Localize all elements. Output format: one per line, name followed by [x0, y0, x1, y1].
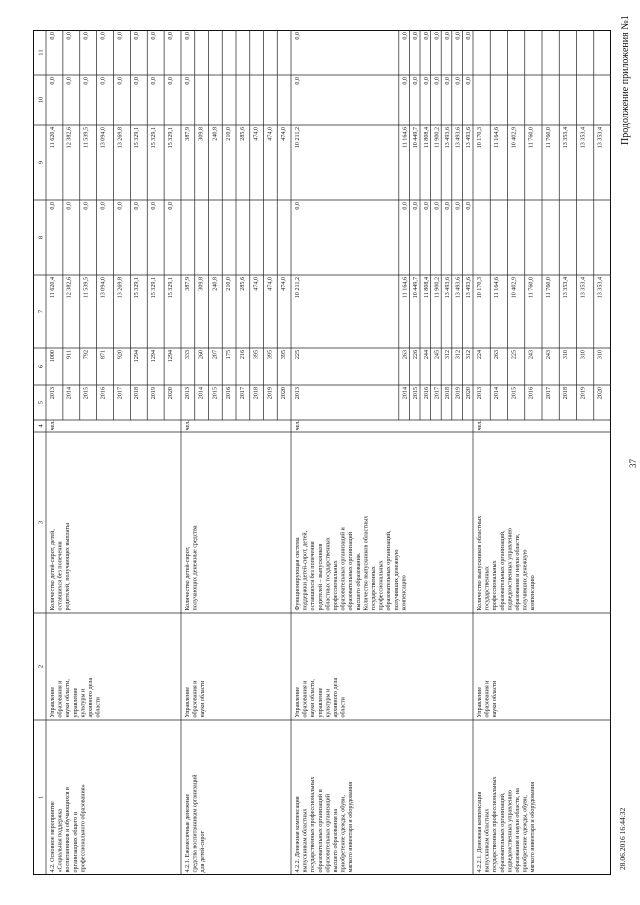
activity-name-line: приобретение одежды, обуви, — [340, 795, 347, 873]
table-cell: 474,0 — [281, 127, 288, 141]
table-cell: 15 329,1 — [167, 277, 174, 299]
unit-label: чел. — [185, 420, 191, 431]
activity-name-line: профессионального образования» — [80, 784, 87, 873]
responsible-line: образования и — [302, 680, 309, 718]
table-cell: 0,0 — [455, 77, 462, 85]
table-cell: 2017 — [434, 387, 441, 400]
column-header: 11 — [37, 49, 45, 56]
table-cell: 0,0 — [117, 77, 124, 85]
table-cell: 226 — [413, 350, 420, 360]
table-cell: 12 382,6 — [66, 127, 73, 149]
activity-name-line: 4.2. Основное мероприятие — [50, 801, 56, 873]
table-cell: 10 170,3 — [476, 277, 483, 299]
activity-name-line: образовательных организаций и — [317, 789, 324, 873]
table-cell: 2018 — [563, 387, 570, 400]
table-cell: 15 329,1 — [134, 277, 141, 299]
table-cell: 225 — [294, 350, 301, 360]
responsible-line: науки области — [200, 680, 207, 718]
activity-name-line: образовательных организаций, — [499, 792, 506, 873]
activity-name-line: 4.2.2.1. Денежная компенсация — [477, 791, 483, 873]
table-cell: 2018 — [134, 387, 141, 400]
responsible-line: Управление — [50, 686, 56, 718]
table-cell: 11 164,6 — [494, 127, 501, 149]
table-cell: 2013 — [184, 387, 191, 400]
table-cell: 0,0 — [445, 202, 451, 210]
indicator-line: профессиональных — [333, 560, 339, 611]
print-timestamp: 28.06.2016 16:44:32 — [618, 807, 627, 870]
table-cell: 15 329,1 — [151, 277, 158, 299]
table-cell: 11 164,6 — [402, 127, 409, 149]
indicator-line: подведомственных управлению — [507, 528, 514, 611]
table-cell: 0,0 — [49, 32, 56, 40]
table-cell: 0,0 — [151, 202, 158, 210]
table-cell: 395 — [267, 350, 274, 360]
table-cell: 2016 — [423, 387, 430, 400]
table-cell: 13 493,6 — [445, 277, 451, 299]
responsible-line: культуры и — [80, 688, 87, 718]
table-cell: 11 539,5 — [83, 127, 90, 149]
table-cell: 0,0 — [466, 77, 473, 85]
table-cell: 0,0 — [413, 202, 420, 210]
indicator-line: образовательных организаций, — [499, 530, 506, 611]
activity-name-line: выпускникам областных — [484, 808, 491, 873]
table-cell: 11 808,4 — [423, 127, 430, 149]
table-cell: 2015 — [511, 387, 518, 400]
table-cell: 0,0 — [434, 202, 441, 210]
table-cell: 333 — [184, 350, 191, 360]
indicator-line: родителей, получающих выплаты — [65, 523, 72, 611]
table-cell: 0,0 — [83, 77, 90, 85]
indicator-line: получивших денежную — [393, 549, 400, 611]
responsible-line: Управление — [295, 686, 301, 718]
table-cell: 263 — [494, 350, 501, 360]
activity-name-line: высшего образования на — [333, 808, 339, 873]
table-cell: 2015 — [83, 387, 90, 400]
table-cell: 2020 — [167, 387, 174, 400]
table-cell: 240,8 — [212, 127, 219, 141]
activity-name-line: подведомственных управлению — [507, 790, 514, 873]
table-cell: 11 620,4 — [49, 127, 56, 149]
indicator-line: образовательных организаций и — [340, 527, 347, 611]
responsible-line: области — [340, 697, 347, 718]
table-cell: 243 — [545, 350, 552, 360]
table-cell: 2017 — [545, 387, 552, 400]
table-cell: 0,0 — [402, 202, 409, 210]
activity-name-line: «Социальная поддержка — [57, 809, 64, 873]
responsible-line: науки области, — [310, 679, 317, 718]
table-cell: 0,0 — [49, 77, 56, 85]
table-cell: 312 — [455, 350, 462, 360]
table-cell: 13 353,4 — [597, 127, 604, 149]
table-cell: 0,0 — [434, 77, 441, 85]
responsible-line: культуры и — [325, 688, 332, 718]
table-cell: 2016 — [528, 387, 535, 400]
activity-name-line: мягкого инвентаря и оборудования — [348, 781, 355, 873]
table-cell: 0,0 — [455, 32, 462, 40]
table-cell: 175 — [226, 350, 233, 360]
table-cell: 11 808,4 — [423, 277, 430, 299]
table-cell: 12 382,6 — [66, 277, 73, 299]
table-cell: 309,8 — [198, 127, 205, 141]
table-cell: 309,8 — [198, 277, 205, 291]
table-cell: 13 493,6 — [445, 127, 451, 149]
table-cell: 0,0 — [83, 32, 90, 40]
table-cell: 13 353,4 — [580, 277, 587, 299]
column-header: 7 — [37, 309, 45, 314]
column-header: 3 — [37, 520, 45, 525]
table-cell: 11 900,2 — [434, 277, 441, 299]
table-cell: 0,0 — [184, 32, 191, 40]
responsible-line: архивного дела — [88, 677, 94, 718]
table-cell: 0,0 — [100, 32, 107, 40]
table-cell: 0,0 — [445, 77, 451, 85]
unit-label: чел. — [295, 420, 301, 431]
indicator-line: компенсацию — [401, 575, 408, 611]
table-cell: 0,0 — [117, 32, 124, 40]
table-cell: 285,6 — [239, 127, 246, 141]
indicator-line: получающих денежные средства — [192, 525, 199, 611]
table-cell: 15 329,1 — [151, 127, 158, 149]
indicator-line: поддержки детей-сирот, детей, — [302, 530, 309, 611]
column-header: 6 — [37, 364, 45, 369]
table-cell: 2014 — [198, 387, 205, 400]
table-cell: 13 353,4 — [563, 277, 570, 299]
responsible-line: науки области — [492, 680, 499, 718]
table-cell: 0,0 — [66, 202, 73, 210]
column-header: 8 — [37, 235, 45, 240]
table-cell: 2019 — [151, 387, 158, 400]
table-cell: 1294 — [134, 350, 141, 363]
table-border — [34, 31, 611, 875]
table-cell: 2018 — [445, 387, 451, 400]
indicator-line: Количество выпускников областных — [477, 515, 483, 611]
indicator-line: Функционирующая система — [295, 537, 301, 611]
responsible-line: науки области, — [65, 679, 72, 718]
table-cell: 312 — [445, 350, 451, 360]
unit-label: чел. — [50, 420, 56, 431]
table-cell: 387,9 — [184, 127, 191, 141]
table-cell: 474,0 — [253, 277, 260, 291]
table-cell: 474,0 — [281, 277, 288, 291]
table-cell: 2016 — [226, 387, 233, 400]
table-cell: 2020 — [466, 387, 473, 400]
activity-name-line: выпускникам областных — [302, 808, 309, 873]
table-cell: 474,0 — [253, 127, 260, 141]
table-cell: 1294 — [151, 350, 158, 363]
table-cell: 2019 — [455, 387, 462, 400]
table-cell: 2019 — [580, 387, 587, 400]
table-cell: 2020 — [281, 387, 288, 400]
table-cell: 2019 — [267, 387, 274, 400]
activity-name-line: образовательных организаций — [325, 794, 332, 873]
table-cell: 395 — [253, 350, 260, 360]
column-header: 2 — [37, 664, 45, 669]
table-cell: 474,0 — [267, 277, 274, 291]
table-cell: 13 493,6 — [466, 127, 473, 149]
table-cell: 871 — [100, 350, 107, 360]
table-cell: 13 094,0 — [100, 277, 107, 299]
activity-name-line: воспитанников и обучающихся в — [65, 787, 72, 873]
indicator-line: Количество детей-сирот, детей, — [50, 529, 56, 611]
column-header: 4 — [37, 424, 45, 428]
table-cell: 474,0 — [267, 127, 274, 141]
indicator-line: Количество детей-сирот, — [185, 546, 191, 611]
table-cell: 2018 — [253, 387, 260, 400]
table-cell: 2013 — [294, 387, 301, 400]
table-cell: 0,0 — [167, 77, 174, 85]
table-cell: 10 402,9 — [511, 127, 518, 149]
table-cell: 0,0 — [151, 77, 158, 85]
table-cell: 0,0 — [294, 77, 301, 85]
table-cell: 0,0 — [466, 32, 473, 40]
table-cell: 240,8 — [212, 277, 219, 291]
table-cell: 395 — [281, 350, 288, 360]
activity-name-line: 4.2.2. Денежная компенсация — [295, 796, 301, 873]
table-cell: 0,0 — [49, 202, 56, 210]
table-cell: 0,0 — [134, 32, 141, 40]
indicator-line: высшего образования. — [355, 552, 362, 611]
table-cell: 792 — [83, 350, 90, 360]
table-cell: 224 — [476, 350, 483, 360]
table-cell: 0,0 — [466, 202, 473, 210]
indicator-line: государственных — [371, 566, 377, 611]
table-cell: 0,0 — [423, 32, 430, 40]
table-cell: 245 — [434, 350, 441, 360]
table-cell: 1000 — [49, 350, 56, 363]
table-cell: 10 449,7 — [413, 277, 420, 299]
table-cell: 0,0 — [167, 32, 174, 40]
responsible-line: архивного дела — [333, 677, 339, 718]
table-cell: 0,0 — [134, 202, 141, 210]
responsible-line: образования и — [192, 680, 199, 718]
table-cell: 10 211,2 — [294, 277, 301, 299]
table-cell: 0,0 — [455, 202, 462, 210]
table-cell: 0,0 — [117, 202, 124, 210]
table-cell: 0,0 — [423, 202, 430, 210]
responsible-line: области — [95, 697, 102, 718]
table-cell: 0,0 — [294, 202, 301, 210]
table-cell: 0,0 — [83, 202, 90, 210]
table-cell: 216 — [239, 350, 246, 360]
table-cell: 2013 — [49, 387, 56, 400]
table-cell: 312 — [466, 350, 473, 360]
activity-name-line: мягкого инвентаря и оборудования — [530, 781, 537, 873]
table-cell: 2013 — [476, 387, 483, 400]
table-cell: 0,0 — [66, 77, 73, 85]
responsible-line: управление — [72, 687, 79, 718]
responsible-line: образования и — [484, 680, 491, 718]
table-cell: 207 — [212, 350, 219, 360]
table-cell: 2016 — [100, 387, 107, 400]
activity-name-line: 4.2.1. Ежемесячные денежные — [185, 793, 191, 873]
table-cell: 13 353,4 — [563, 127, 570, 149]
indicator-line: Количество выпускников областных — [363, 515, 370, 611]
table-cell: 10 170,3 — [476, 127, 483, 149]
table-cell: 911 — [66, 350, 73, 359]
table-cell: 11 620,4 — [49, 277, 56, 299]
table-cell: 2014 — [66, 387, 73, 400]
program-table — [33, 30, 611, 875]
table-cell: 10 402,9 — [511, 277, 518, 299]
table-cell: 15 329,1 — [134, 127, 141, 149]
table-cell: 0,0 — [100, 202, 107, 210]
table-cell: 285,6 — [239, 277, 246, 291]
table-cell: 0,0 — [423, 77, 430, 85]
table-cell: 2020 — [597, 387, 604, 400]
activity-name-line: приобретение одежды, обуви, — [522, 795, 529, 873]
table-cell: 244 — [423, 350, 430, 360]
table-cell: 0,0 — [445, 32, 451, 40]
responsible-line: Управление — [477, 686, 483, 718]
table-cell: 11 164,6 — [402, 277, 409, 299]
column-header: 5 — [37, 400, 45, 405]
column-header: 1 — [37, 795, 45, 800]
table-cell: 0,0 — [413, 77, 420, 85]
table-cell: 2014 — [402, 387, 409, 400]
table-cell: 387,9 — [184, 277, 191, 291]
activity-name-line: образования и науки области, на — [515, 788, 521, 873]
table-cell: 11 760,0 — [528, 127, 535, 149]
table-cell: 310 — [580, 350, 587, 360]
responsible-line: Управление — [185, 686, 191, 718]
table-cell: 920 — [117, 350, 124, 360]
table-cell: 11 760,0 — [528, 277, 535, 299]
table-cell: 13 094,0 — [100, 127, 107, 149]
activity-name-line: организациях общего и — [72, 811, 79, 873]
table-cell: 11 539,5 — [83, 277, 90, 299]
column-header: 9 — [37, 160, 45, 165]
indicator-line: профессиональных — [492, 560, 499, 611]
table-cell: 0,0 — [167, 202, 174, 210]
table-cell: 13 493,6 — [455, 127, 462, 149]
indicator-line: образования и науки области, — [515, 533, 521, 611]
indicator-line: компенсацию — [530, 575, 537, 611]
table-cell: 2014 — [494, 387, 501, 400]
table-cell: 2017 — [239, 387, 246, 400]
table-cell: 243 — [528, 350, 535, 360]
table-cell: 11 164,6 — [494, 277, 501, 299]
table-cell: 0,0 — [66, 32, 73, 40]
table-cell: 10 449,7 — [413, 127, 420, 149]
table-cell: 0,0 — [413, 32, 420, 40]
table-cell: 10 211,2 — [294, 127, 301, 149]
activity-name-line: государственных профессиональных — [492, 776, 499, 873]
table-cell: 13 493,6 — [455, 277, 462, 299]
table-cell: 0,0 — [402, 32, 409, 40]
indicator-line: профессиональных — [378, 560, 385, 611]
table-cell: 0,0 — [434, 32, 441, 40]
page-number: 37 — [628, 459, 638, 468]
indicator-line: оставшихся без попечения — [57, 541, 64, 611]
table-cell: 0,0 — [151, 32, 158, 40]
activity-name-line: государственных профессиональных — [310, 776, 317, 873]
table-cell: 0,0 — [184, 77, 191, 85]
indicator-line: образовательных организаций, — [386, 530, 393, 611]
table-cell: 263 — [402, 350, 409, 360]
table-cell: 0,0 — [134, 77, 141, 85]
responsible-line: образования и — [57, 680, 64, 718]
activity-name-line: средства воспитанникам организаций — [192, 774, 199, 873]
responsible-line: управление — [317, 687, 324, 718]
table-cell: 11 760,0 — [545, 277, 552, 299]
table-cell: 0,0 — [100, 77, 107, 85]
appendix-label: Продолжение приложения №1 — [620, 15, 631, 145]
table-cell: 225 — [511, 350, 518, 360]
table-cell: 1294 — [167, 350, 174, 363]
table-cell: 2015 — [212, 387, 219, 400]
table-cell: 260 — [198, 350, 205, 360]
table-cell: 13 269,8 — [117, 277, 124, 299]
table-cell: 13 269,8 — [117, 127, 124, 149]
table-cell: 11 900,2 — [434, 127, 441, 149]
indicator-line: образовательных организаций — [348, 532, 355, 611]
table-cell: 13 353,4 — [580, 127, 587, 149]
table-cell: 15 329,1 — [167, 127, 174, 149]
indicator-line: государственных — [484, 566, 491, 611]
table-cell: 2015 — [413, 387, 420, 400]
indicator-line: получивших денежную — [522, 549, 529, 611]
table-cell: 310 — [563, 350, 570, 360]
table-cell: 0,0 — [294, 32, 301, 40]
table-cell: 210,0 — [226, 277, 233, 291]
indicator-line: родителей – выпускников — [317, 543, 324, 611]
column-header: 10 — [37, 96, 45, 104]
table-cell: 0,0 — [402, 77, 409, 85]
table-cell: 11 760,0 — [545, 127, 552, 149]
activity-name-line: для детей-сирот — [200, 830, 207, 873]
table-cell: 13 493,6 — [466, 277, 473, 299]
table-cell: 310 — [597, 350, 604, 360]
table-cell: 2017 — [117, 387, 124, 400]
table-cell: 13 353,4 — [597, 277, 604, 299]
unit-label: чел. — [477, 420, 483, 431]
indicator-line: оставшихся без попечения — [310, 541, 317, 611]
table-cell: 210,0 — [226, 127, 233, 141]
indicator-line: областных государственных — [325, 537, 332, 611]
